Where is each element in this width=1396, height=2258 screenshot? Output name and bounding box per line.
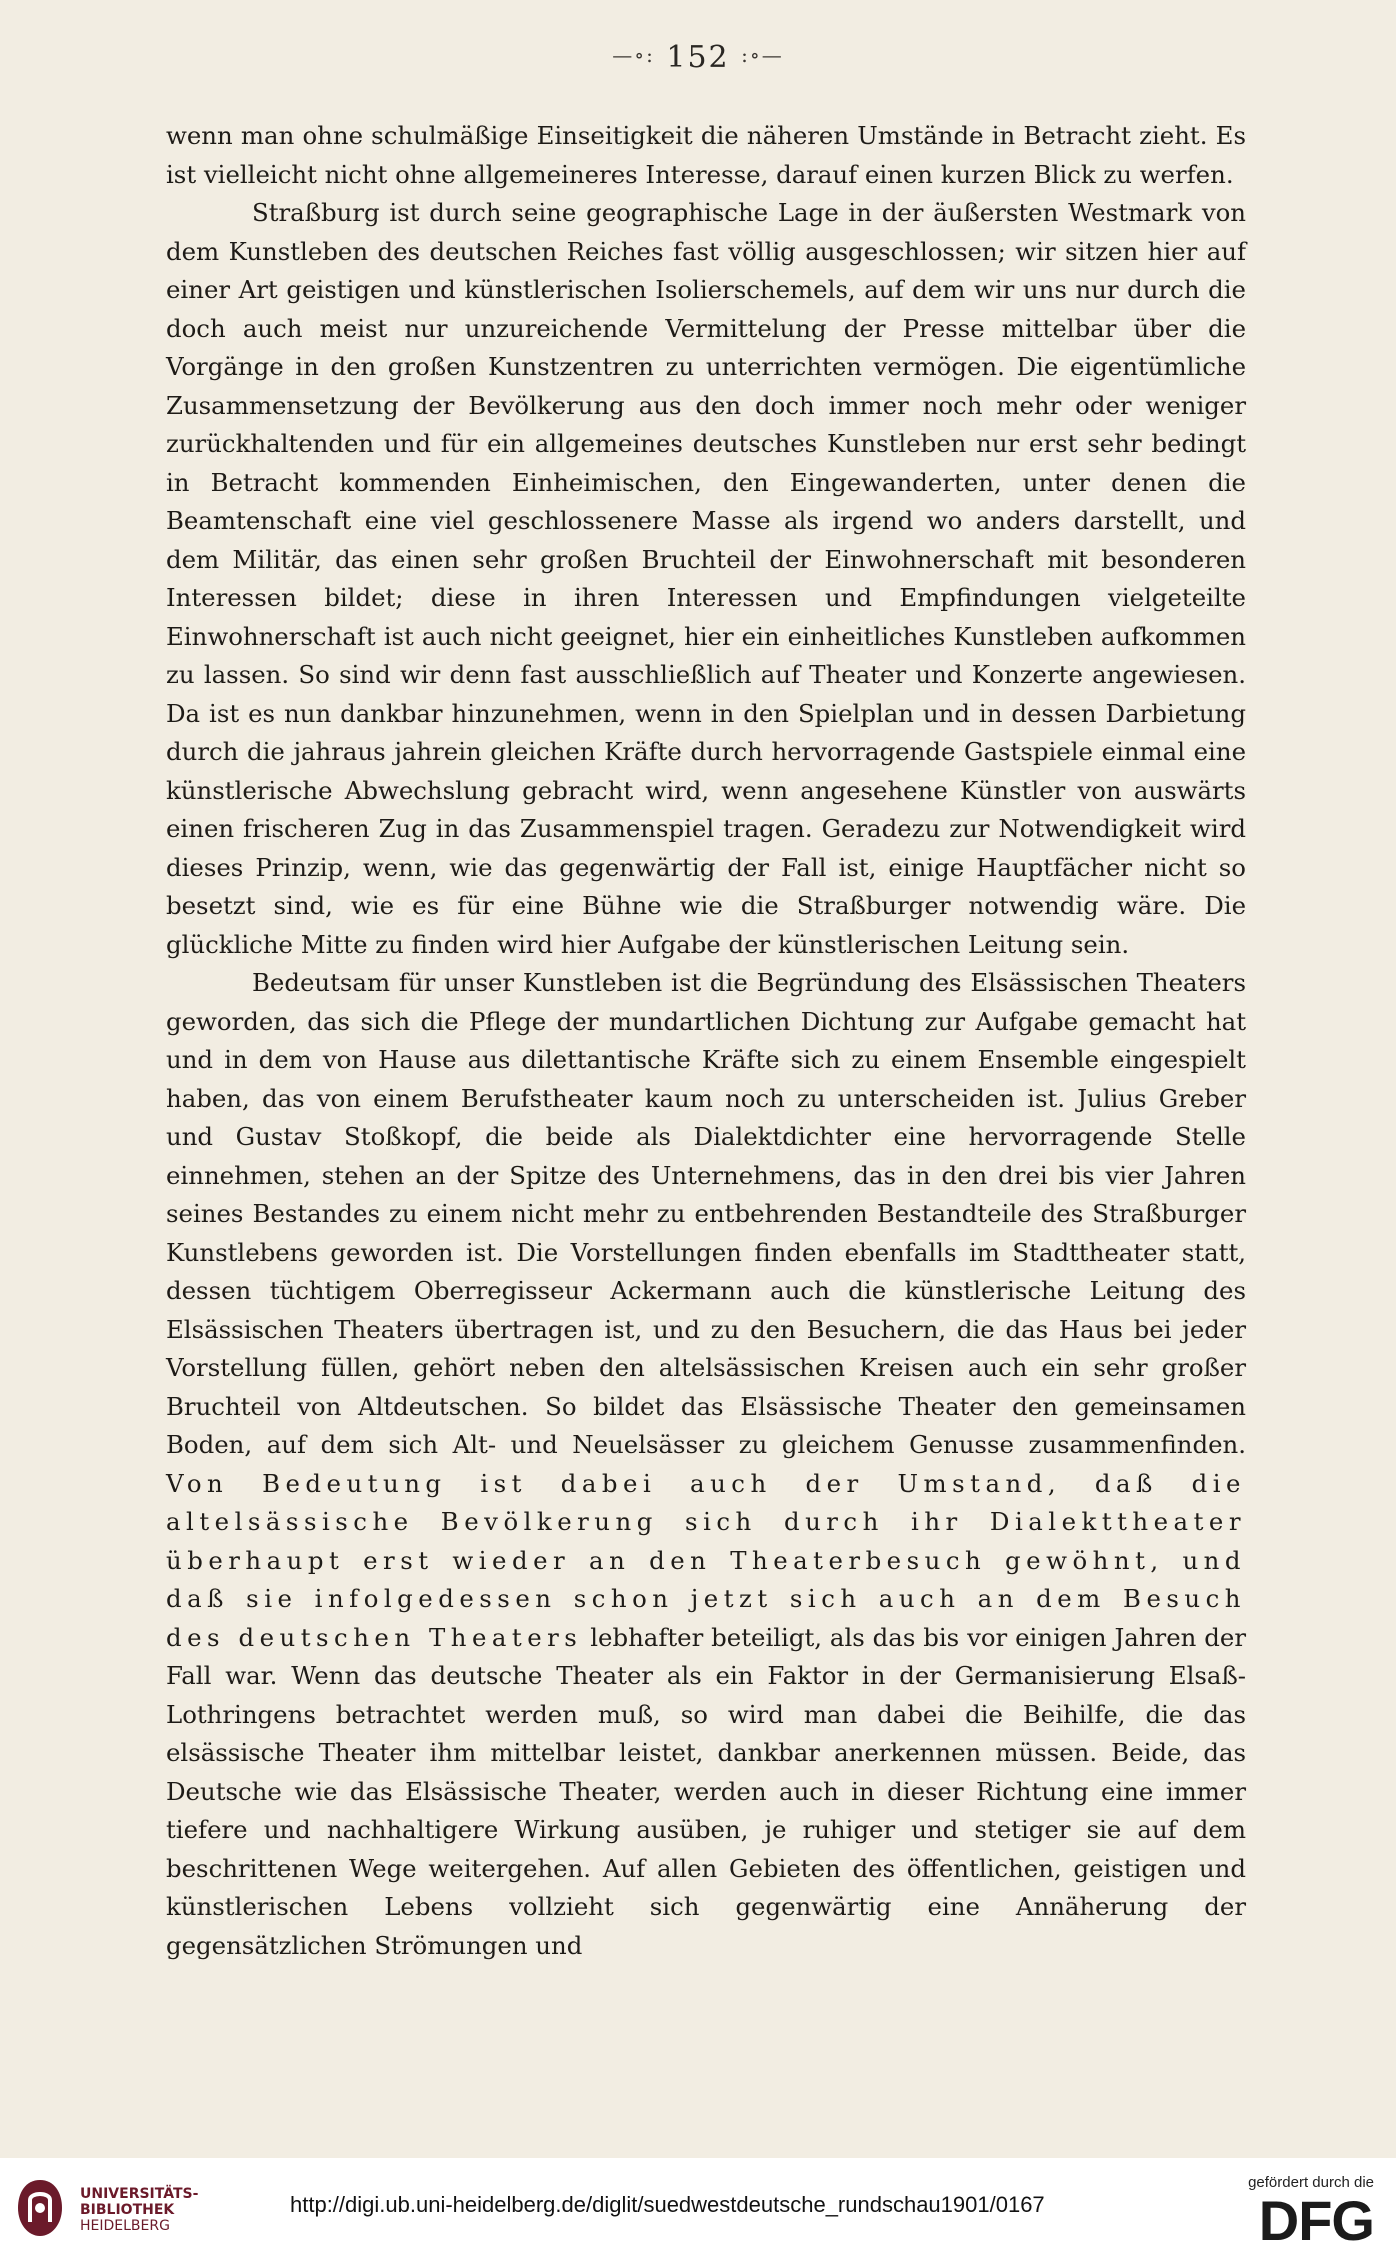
library-name [80, 2186, 198, 2234]
paragraph-1: wenn man ohne schulmäßige Einseitigkeit die näheren Umstände in Betracht zieht. Es ist vielleicht nicht ohne allgemeineres Interesse, darauf einen kurzen Blick zu werfen. [166, 121, 1246, 189]
funding-label: gefördert durch die [1248, 2174, 1374, 2191]
funding-note [1248, 2174, 1374, 2251]
paragraph-2: Straßburg ist durch seine geographische Lage in der äußersten Westmark von dem Kunstleben des deutschen Reiches fast völlig ausgeschlossen; wir sitzen hier auf einer Art geistigen und künstlerischen Isolierschemels, auf dem wir uns nur durch die doch auch meist nur unzureichende Vermittelung der Presse mittelbar über die Vorgänge in den großen Kunstzentren zu unterrichten vermögen. Die eigentümliche Zusammensetzung der Bevölkerung aus den doch immer noch mehr oder weniger zurückhaltenden und für ein allgemeines deutsches Kunstleben nur erst sehr bedingt in Betracht kommenden Einheimischen, den Eingewanderten, unter denen die Beamtenschaft eine viel geschlossenere Masse als irgend wo anders darstellt, und dem Militär, das einen sehr großen Bruchteil der Einwohnerschaft mit besonderen Interessen bildet; diese in ihren Interessen und Empfindungen vielgeteilte Einwohnerschaft ist auch nicht geeignet, hier ein einheitliches Kunstleben aufkommen zu lassen. So sind wir denn fast ausschließlich auf Theater und Konzerte angewiesen. Da ist es nun dankbar hinzunehmen, wenn in den Spielplan und in dessen Darbietung durch die jahraus jahrein gleichen Kräfte durch hervorragende Gastspiele einmal eine künstlerische Abwechslung gebracht wird, wenn angesehene Künstler von auswärts einen frischeren Zug in das Zusammenspiel tragen. Geradezu zur Notwendigkeit wird dieses Prinzip, wenn, wie das gegenwärtig der Fall ist, einige Hauptfächer nicht so besetzt sind, wie es für eine Bühne wie die Straßburger notwendig wäre. Die glückliche Mitte zu finden wird hier Aufgabe der künstlerischen Leitung sein. [166, 198, 1246, 959]
header-ornament-left: —∘: [612, 43, 655, 67]
header-ornament-right: :∘— [741, 43, 784, 67]
page-number: 152 [666, 40, 730, 75]
paragraph-3-part-a: Bedeutsam für unser Kunstleben ist die Begründung des Elsässischen Theaters geworden, das sich die Pflege der mundartlichen Dichtung zur Aufgabe gemacht hat und in dem von Hause aus dilettantische Kräfte sich zu einem Ensemble eingespielt haben, das von einem Berufstheater kaum noch zu unterscheiden ist. Julius Greber und Gustav Stoßkopf, die beide als Dialektdichter eine hervorragende Stelle einnehmen, stehen an der Spitze des Unternehmens, das in den drei bis vier Jahren seines Bestandes zu einem nicht mehr zu entbehrenden Bestandteile des Straßburger Kunstlebens geworden ist. Die Vorstellungen finden ebenfalls im Stadttheater statt, dessen tüchtigem Oberregisseur Ackermann auch die künstlerische Leitung des Elsässischen Theaters übertragen ist, und zu den Besuchern, die das Haus bei jeder Vorstellung füllen, gehört neben den altelsässischen Kreisen auch ein sehr großer Bruchteil von Altdeutschen. So bildet das Elsässische Theater den gemeinsamen Boden, auf dem sich Alt- und Neuelsässer zu gleichem Genusse zusammenfinden. [166, 968, 1246, 1459]
university-seal-icon [14, 2178, 66, 2238]
paragraph-3-part-c: lebhafter beteiligt, als das bis vor einigen Jahren der Fall war. Wenn das deutsche Theater als ein Faktor in der Germanisierung Elsaß-Lothringens betrachtet werden muß, so wird man dabei die Beihilfe, die das elsässische Theater ihm mittelbar leistet, dankbar anerkennen müssen. Beide, das Deutsche wie das Elsässische Theater, werden auch in dieser Richtung eine immer tiefere und nachhaltigere Wirkung ausüben, je ruhiger und stetiger sie auf dem beschrittenen Wege weitergehen. Auf allen Gebieten des öffentlichen, geistigen und künstlerischen Lebens vollzieht sich gegenwärtig eine Annäherung der gegensätzlichen Strömungen und [166, 1622, 1246, 1960]
library-name-line-1: UNIVERSITÄTS- [80, 2186, 199, 2202]
paragraph-3-spaced-emphasis: Von Bedeutung ist dabei auch der Umstand, daß die altelsässische Bevölkerung sich durch ihr Dialekttheater überhaupt erst wieder an den Theaterbesuch gewöhnt, und daß sie infolgedessen schon jetzt sich auch an dem Besuch des deutschen Theaters [166, 1468, 1246, 1652]
source-url-link[interactable]: http://digi.ub.uni-heidelberg.de/diglit/suedwestdeutsche_rundschau1901/0167 [290, 2192, 1045, 2217]
paragraph-3 [166, 964, 1246, 1965]
library-name-line-2: BIBLIOTHEK [80, 2202, 175, 2218]
library-name-line-3: HEIDELBERG [80, 2218, 170, 2234]
page-header [0, 40, 1396, 75]
digitization-footer [0, 2158, 1396, 2258]
body-text [166, 117, 1246, 1965]
dfg-logo: DFG [1258, 2189, 1374, 2252]
